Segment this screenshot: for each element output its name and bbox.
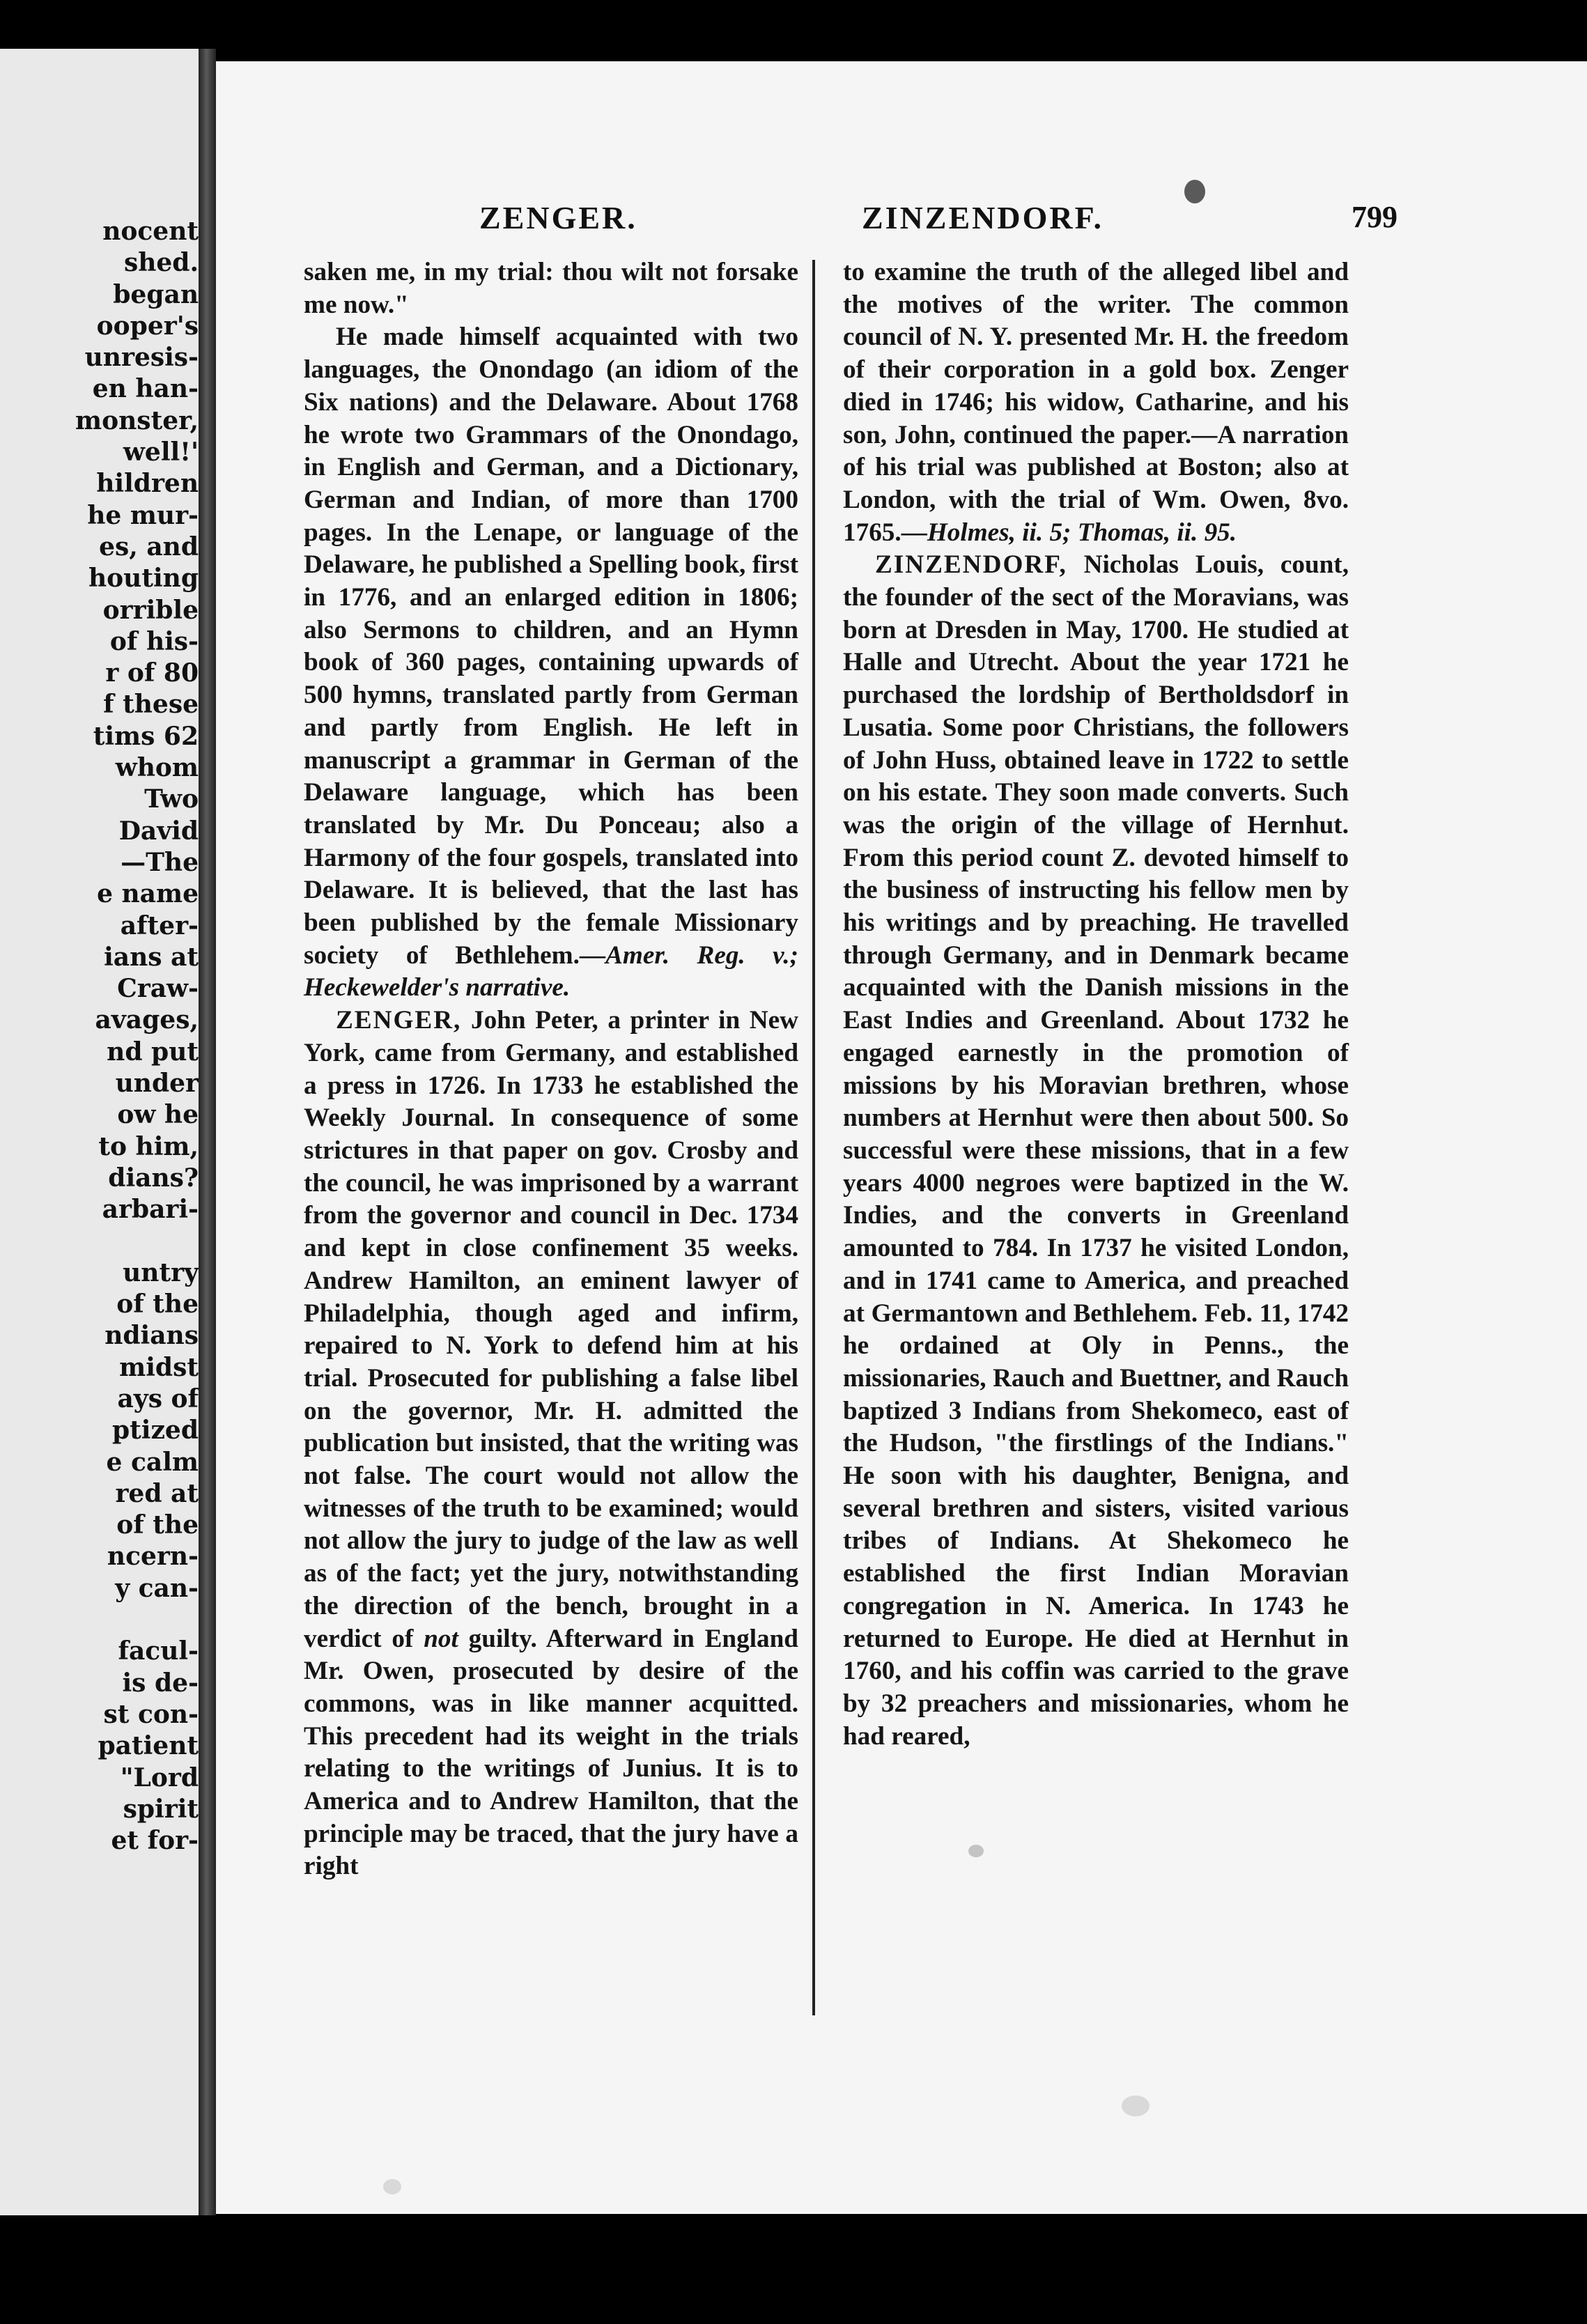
left-page-fragment-line: Craw- (117, 974, 199, 1004)
left-page-fragment-line: e calm (106, 1447, 199, 1477)
column-divider (812, 260, 815, 2015)
entry-heading: ZENGER, (336, 1006, 462, 1035)
left-page-fragment-line: of the (116, 1289, 199, 1319)
left-page-fragment-line: ays of (117, 1384, 199, 1413)
left-page-fragment-line: unresis- (84, 343, 199, 373)
paragraph (843, 549, 1349, 1753)
left-page-fragment-line: —The (121, 847, 199, 877)
book-spine (199, 49, 216, 2215)
left-page-fragment-line: ptized (112, 1416, 199, 1446)
page-number: 799 (1352, 200, 1398, 234)
left-page-fragment-line: et for- (111, 1826, 199, 1856)
left-page-fragment-line: ndians (104, 1321, 199, 1351)
left-page-fragment-line: David (118, 816, 199, 846)
left-page-fragment-line (0, 1226, 199, 1257)
left-page-fragment-line: shed. (123, 248, 199, 278)
ink-speck (1122, 2096, 1149, 2116)
paragraph (304, 256, 798, 321)
left-page-fragment-line: "Lord (120, 1763, 199, 1792)
header-left-title: ZENGER. (479, 200, 637, 235)
emphasis: not (424, 1624, 458, 1653)
left-page-fragment-line: y can- (115, 1573, 199, 1603)
left-page-fragment-line: after- (120, 911, 199, 940)
left-page-fragment-line: is de- (122, 1668, 199, 1698)
paragraph-text: saken me, in my trial: thou wilt not forsake me now." (304, 258, 798, 319)
left-page-fragment-line: untry (123, 1257, 199, 1287)
running-header (216, 199, 1587, 241)
paragraph (304, 321, 798, 1005)
left-page-fragment-line: avages, (95, 1005, 199, 1035)
left-page-fragment-line: dians? (108, 1163, 199, 1193)
left-page-fragment-line: began (113, 279, 199, 309)
left-page-fragment-line: well!' (123, 437, 199, 467)
left-page-fragment-line: en han- (92, 374, 199, 404)
paragraph (843, 256, 1349, 549)
left-page-fragment-line: nd put (107, 1037, 199, 1067)
left-page-fragment-line: facul- (118, 1636, 199, 1666)
left-page-fragment-line: spirit (123, 1794, 199, 1824)
left-page-fragment-line: nocent (102, 217, 199, 246)
ink-speck (383, 2179, 401, 2194)
left-page-fragment-line: orrible (102, 595, 199, 625)
left-page-fragment-line: ow he (117, 1100, 199, 1130)
paragraph-text: to examine the truth of the alleged libel and the motives of the writer. The common council of N. Y. presented Mr. H. the freedom of their corporation in a gold box. Zenger died in 1746; his widow, Catharine, and his son, John, continued the paper.—A narration of his trial was published at Boston; also at London, with the trial of Wm. Owen, 8vo. 1765.— (843, 258, 1349, 547)
left-page-fragment-line: f these (103, 690, 199, 720)
paragraph-text: Nicholas Louis, count, the founder of the sect of the Moravians, was born at Dresden in May, 1700. He studied at Halle and Utrecht. About the year 1721 he purchased the lordship of Bertholdsdorf in Lusatia. Some poor Christians, the followers of John Huss, obtained leave in 1722 to settle on his estate. They soon made converts. Such was the origin of the village of Hernhut. From this period count Z. devoted himself to the business of instructing his fellow men by his writings and by preaching. He travelled through Germany, and in Denmark became acquainted with the Danish missions in the East Indies and Greenland. About 1732 he engaged earnestly in the promotion of missions by his Moravian brethren, whose numbers at Hernhut were then about 500. So successful were these missions, that in a few years 4000 negroes were baptized in the W. Indies, and the converts in Greenland amounted to 784. In 1737 he visited London, and in 1741 came to America, and preached at Germantown and Bethlehem. Feb. 11, 1742 he ordained at Oly in Penns., the missionaries, Rauch and Buettner, and Rauch baptized 3 Indians from Shekomeco, east of the Hudson, "the firstlings of the Indians." He soon with his daughter, Benigna, and several brethren and sisters, visited various tribes of Indians. At Shekomeco he established the first Indian Moravian congregation in N. America. In 1743 he returned to Europe. He died at Hernhut in 1760, and his coffin was carried to the grave by 32 preachers and missionaries, whom he had reared, (843, 550, 1349, 1751)
column-right (843, 256, 1349, 1753)
column-left (304, 256, 798, 1883)
left-page-fragment-line: patient (98, 1731, 199, 1761)
left-page-fragment-line: under (115, 1069, 199, 1099)
left-page-fragment-line: red at (115, 1478, 199, 1508)
left-page-fragment-line: ians at (104, 942, 199, 972)
left-page-fragment-line: to him, (98, 1131, 199, 1161)
paragraph-text: He made himself acquainted with two languages, the Onondago (an idiom of the Six nations) and the Delaware. About 1768 he wrote two Grammars of the Onondago, in English and German, and a Dictionary, German and Indian, of more than 1700 pages. In the Lenape, or language of the Delaware, he published a Spelling book, first in 1776, and an enlarged edition in 1806; also Sermons to children, and an Hymn book of 360 pages, containing upwards of 500 hymns, translated partly from German and partly from English. He left in manuscript a grammar in German of the Delaware language, which has been translated by Mr. Du Ponceau; also a Harmony of the four gospels, translated into Delaware. It is believed, that the last has been published by the female Missionary society of Bethlehem.— (304, 323, 798, 970)
left-page-fragment-line: arbari- (102, 1195, 199, 1225)
left-page-fragment-line: he mur- (87, 500, 199, 530)
main-page (216, 61, 1587, 2214)
left-page-fragment-line: whom (115, 753, 199, 783)
entry-heading: ZINZENDORF, (875, 550, 1067, 580)
header-right-title: ZINZENDORF. (862, 200, 1104, 235)
left-page-fragment-line: tims 62 (93, 721, 199, 751)
left-page-fragment-line: r of 80 (105, 658, 199, 688)
paragraph (304, 1005, 798, 1883)
left-page-fragment-line: Two (144, 784, 199, 814)
left-page-text-fragments (0, 216, 199, 1857)
left-page-fragment-line: st con- (103, 1699, 199, 1729)
ink-speck (968, 1845, 984, 1857)
citation: Holmes, ii. 5; Thomas, ii. 95. (927, 518, 1237, 547)
left-page-fragment-line: hildren (96, 469, 199, 499)
left-page-fragment-line: ncern- (107, 1542, 199, 1572)
left-page-fragment-line: monster, (75, 405, 199, 435)
citation: Amer. Reg. v.; Heckewelder's narrative. (304, 940, 798, 1002)
left-page-fragment-line: of the (116, 1510, 199, 1540)
left-page-fragment-line: midst (119, 1352, 199, 1382)
left-page-fragment-line (0, 1604, 199, 1636)
left-page-fragment-line: es, and (99, 532, 199, 561)
paragraph-text: guilty. Afterward in England Mr. Owen, prosecuted by desire of the commons, was in like manner acquitted. This precedent had its weight in the trials relating to the writings of Junius. It is to America and to Andrew Hamilton, that the principle may be traced, that the jury have a right (304, 1624, 798, 1881)
left-page-fragment-line: ooper's (96, 311, 199, 341)
left-page-fragment-line: of his- (109, 626, 199, 656)
left-page-fragment-line: houting (88, 564, 199, 594)
left-page-edge (0, 49, 199, 2215)
paragraph-text: John Peter, a printer in New York, came from Germany, and established a press in 1726. In 1733 he established the Weekly Journal. In consequence of some strictures in that paper on gov. Crosby and the council, he was imprisoned by a warrant from the governor and council in Dec. 1734 and kept in close confinement 35 weeks. Andrew Hamilton, an eminent lawyer of Philadelphia, though aged and infirm, repaired to N. York to defend him at his trial. Prosecuted for publishing a false libel on the governor, Mr. H. admitted the publication but insisted, that the writing was not false. The court would not allow the witnesses of the truth to be examined; would not allow the jury to judge of the law as well as of the fact; yet the jury, notwithstanding the direction of the bench, brought in a verdict of (304, 1006, 798, 1653)
left-page-fragment-line: e name (97, 879, 199, 909)
ink-blot (1184, 180, 1205, 203)
